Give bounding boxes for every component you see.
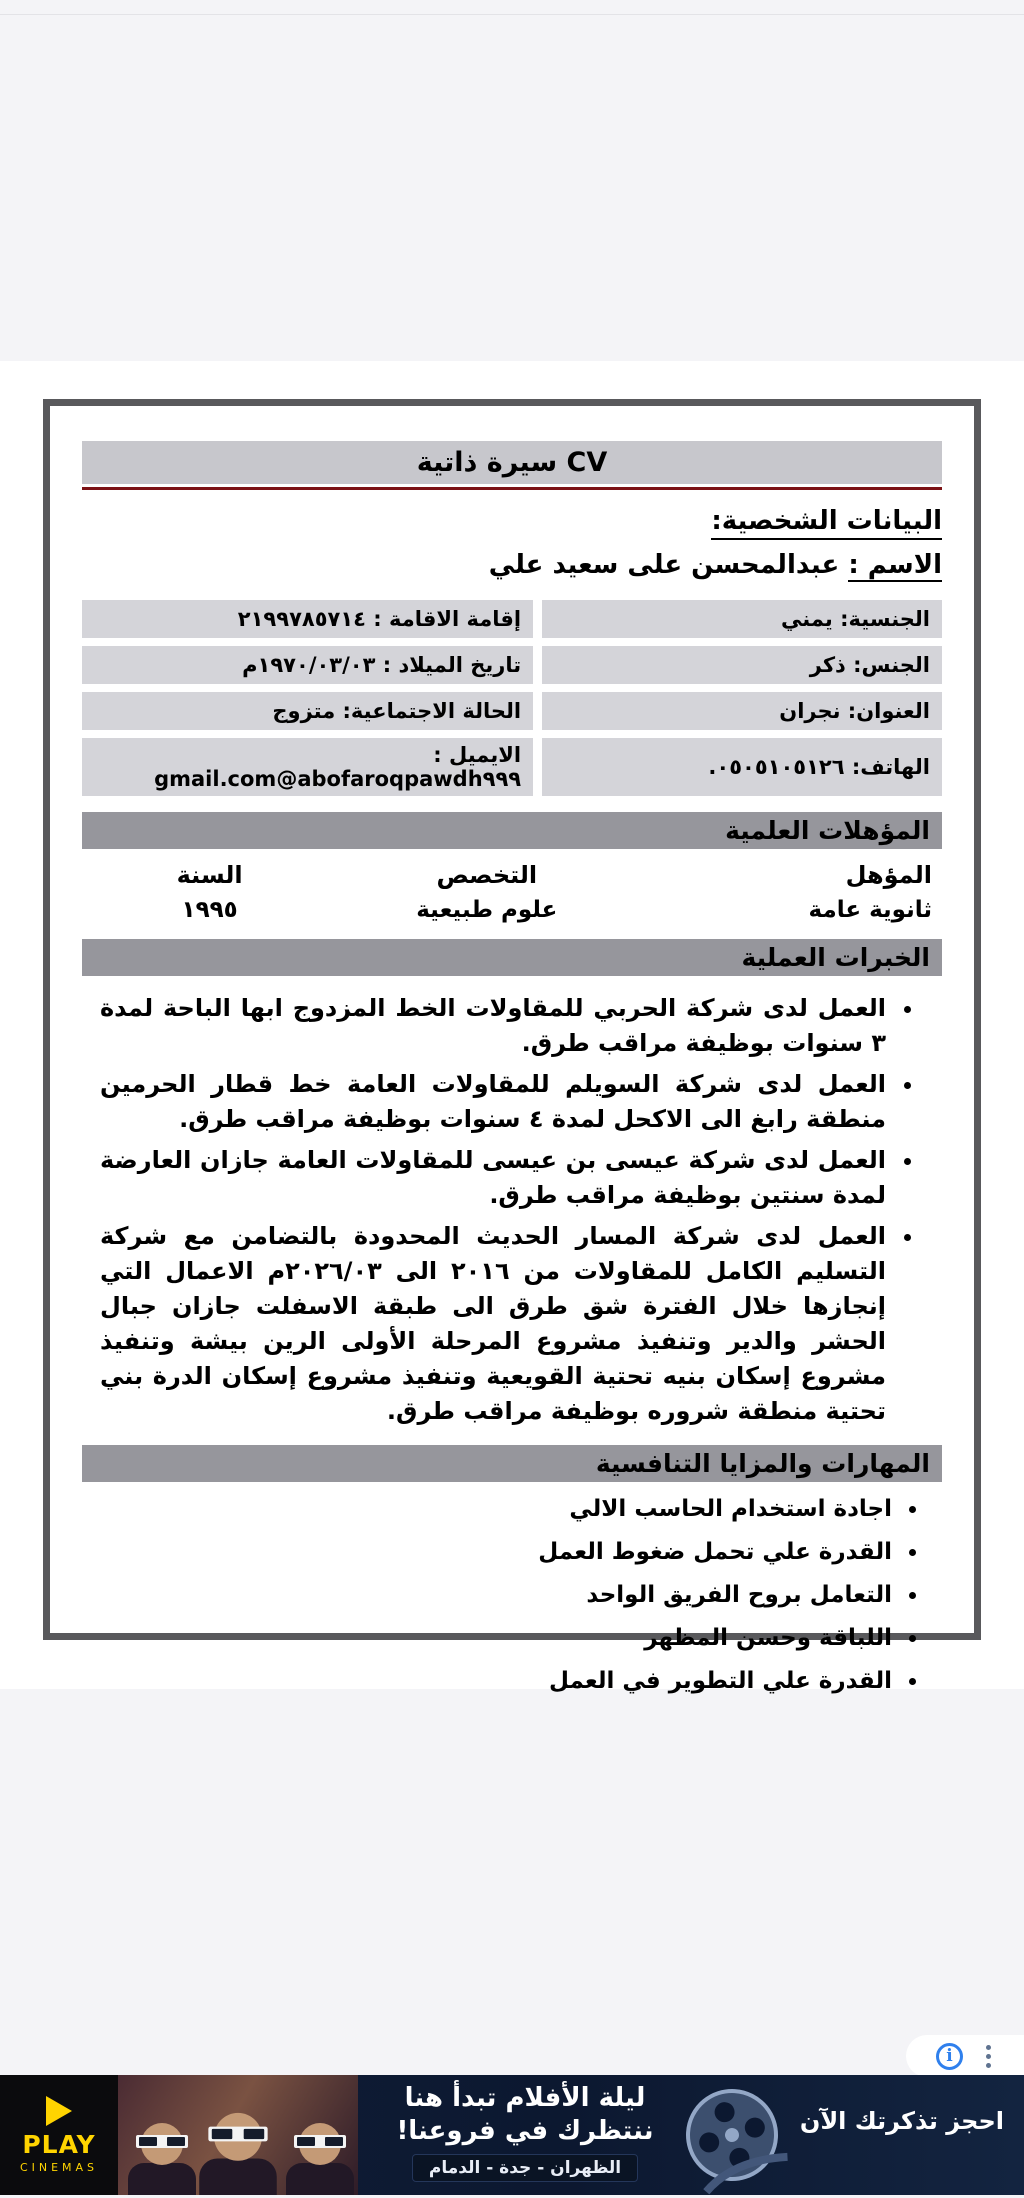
ad-controls bbox=[906, 2035, 1024, 2077]
ad-photo bbox=[118, 2075, 358, 2195]
cell-nationality: الجنسية: يمني bbox=[542, 600, 942, 638]
qualifications-table bbox=[92, 861, 932, 923]
skill-item: • التعامل بروح الفريق الواحد bbox=[82, 1580, 896, 1610]
name-label: الاسم : bbox=[848, 550, 942, 580]
section-experience-bar: الخبرات العملية bbox=[82, 939, 942, 976]
ad-headline-1: ليلة الأفلام تبدأ هنا bbox=[404, 2083, 646, 2113]
play-triangle-icon bbox=[46, 2096, 72, 2126]
ad-locations: الظهران - جدة - الدمام bbox=[412, 2154, 638, 2182]
cv-title: سيرة ذاتية CV bbox=[416, 447, 608, 478]
experience-item: • العمل لدى شركة المسار الحديث المحدودة بالتضامن مع شركة التسليم الكامل للمقاولات من ٢٠١٦ الى ٢٠٢٦/٠٣م الاعمال التي إنجازها خلال الفترة شق طرق الى طبقة الاسفلت جازان جبال الحشر والدير وتنفيذ مشروع المرحلة الأولى الرين بيشة وتنفيذ مشروع إسكان بنيه تحتية القويعية وتنفيذ مشروع إسكان الدرة بني تحتية منطقة شروره بوظيفة مراقب طرق. bbox=[100, 1219, 890, 1429]
ad-headline-2: ننتظرك في فروعنا! bbox=[396, 2116, 654, 2146]
cell-birth-date: تاريخ الميلاد : ١٩٧٠/٠٣/٠٣م bbox=[82, 646, 533, 684]
skill-item: • القدرة علي تحمل ضغوط العمل bbox=[82, 1537, 896, 1567]
qual-col-major: التخصص bbox=[436, 861, 538, 889]
qual-col-year: السنة bbox=[176, 861, 243, 889]
cv-document bbox=[43, 399, 981, 1694]
ad-copy bbox=[360, 2083, 690, 2182]
play-sub-text: CINEMAS bbox=[19, 2161, 99, 2174]
qual-major-value: علوم طبيعية bbox=[416, 897, 558, 923]
qual-year-value: ١٩٩٥ bbox=[181, 897, 238, 923]
experience-item: • العمل لدى شركة السويلم للمقاولات العامة خط قطار الحرمين منطقة رابغ الى الاكحل لمدة ٤ سنوات بوظيفة مراقب طرق. bbox=[100, 1067, 890, 1137]
cell-residence-number: إقامة الاقامة : ٢١٩٩٧٨٥٧١٤ bbox=[82, 600, 533, 638]
skill-item: • اجادة استخدام الحاسب الالي bbox=[82, 1494, 896, 1524]
play-cinemas-logo bbox=[0, 2075, 118, 2195]
cell-address: العنوان: نجران bbox=[542, 692, 942, 730]
skill-item: • القدرة علي التطوير في العمل bbox=[82, 1666, 896, 1696]
ad-banner[interactable] bbox=[0, 2075, 1024, 2195]
play-brand-text: PLAY bbox=[22, 2130, 96, 2159]
experience-item: • العمل لدى شركة عيسى بن عيسى للمقاولات العامة جازان العارضة لمدة سنتين بوظيفة مراقب طرق. bbox=[100, 1143, 890, 1213]
qual-col-degree: المؤهل bbox=[845, 861, 932, 889]
experience-list bbox=[100, 991, 916, 1429]
name-value: عبدالمحسن على سعيد علي bbox=[488, 550, 840, 580]
personal-section-heading: البيانات الشخصية: bbox=[82, 506, 942, 536]
personal-info-table bbox=[82, 600, 942, 796]
title-underline bbox=[82, 487, 942, 490]
section-qualifications-bar: المؤهلات العلمية bbox=[82, 812, 942, 849]
section-skills-bar: المهارات والمزايا التنافسية bbox=[82, 1445, 942, 1482]
ad-cta[interactable]: احجز تذكرتك الآن bbox=[799, 2107, 1004, 2135]
audience-silhouette bbox=[199, 2113, 277, 2195]
cell-email: الايميل : abofaroqpawdh٩٩٩@gmail.com bbox=[82, 738, 533, 796]
cv-title-bar bbox=[82, 441, 942, 484]
experience-item: • العمل لدى شركة الحربي للمقاولات الخط المزدوج ابها الباحة لمدة ٣ سنوات بوظيفة مراقب طرق. bbox=[100, 991, 890, 1061]
skills-list bbox=[82, 1494, 922, 1696]
ad-info-icon[interactable]: i bbox=[936, 2043, 963, 2070]
name-line bbox=[82, 550, 942, 580]
skill-item: • اللباقة وحسن المظهر bbox=[82, 1623, 896, 1653]
audience-silhouette bbox=[128, 2123, 196, 2195]
qual-degree-value: ثانوية عامة bbox=[808, 897, 932, 923]
audience-silhouette bbox=[286, 2123, 354, 2195]
cell-marital-status: الحالة الاجتماعية: متزوج bbox=[82, 692, 533, 730]
ad-menu-icon[interactable] bbox=[983, 2042, 994, 2071]
cv-document-inner bbox=[50, 441, 974, 1694]
cell-gender: الجنس: ذكر bbox=[542, 646, 942, 684]
cell-phone: الهاتف: ٠٥٠٥١٠٥١٢٦. bbox=[542, 738, 942, 796]
top-divider bbox=[0, 14, 1024, 15]
